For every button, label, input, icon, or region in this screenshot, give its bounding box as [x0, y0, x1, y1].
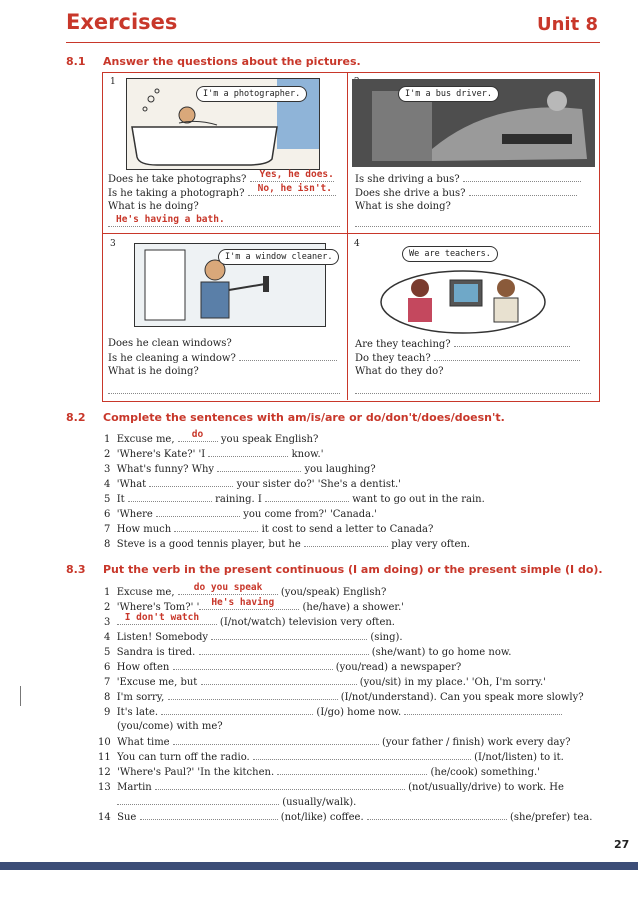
s83-item-5 — [104, 645, 511, 660]
p2-a1-blank[interactable] — [463, 172, 581, 182]
s83-item-6 — [104, 660, 461, 675]
answer-blank[interactable] — [128, 492, 212, 502]
item-number: 8 — [104, 539, 111, 550]
p1-q1-text: Does he take photographs? — [108, 174, 247, 185]
s83-item-13 — [98, 780, 564, 795]
item-text: 'Where's Paul?' 'In the kitchen. — [117, 767, 275, 778]
answer-blank[interactable] — [217, 462, 301, 472]
p4-question-2 — [355, 351, 580, 366]
s82-item-8 — [104, 537, 470, 552]
item-number: 4 — [104, 479, 111, 490]
item-number: 14 — [98, 812, 111, 823]
s83-a3: I don't watch — [124, 612, 200, 623]
item-text: It — [116, 494, 125, 505]
answer-blank[interactable] — [156, 507, 240, 517]
answer-blank[interactable] — [304, 537, 388, 547]
s83-item-13-cont — [117, 795, 356, 810]
item-text: you laughing? — [304, 464, 376, 475]
answer-blank[interactable] — [155, 780, 405, 790]
p3-a3-line[interactable] — [108, 393, 340, 394]
s82-a1: do — [191, 429, 204, 440]
s82-item-1 — [104, 429, 319, 447]
item-number: 7 — [104, 524, 111, 535]
s83-item-10 — [98, 735, 571, 750]
item-number: 5 — [104, 647, 111, 658]
item-number: 5 — [104, 494, 111, 505]
speech-bubble-1: I'm a photographer. — [196, 86, 307, 102]
item-number: 1 — [104, 434, 111, 445]
section-title-8-3: Put the verb in the present continuous (I am doing) or the present simple (I do). — [103, 563, 603, 576]
item-text: you speak English? — [220, 434, 319, 445]
s83-item-4 — [104, 630, 403, 645]
s83-item-9 — [104, 705, 562, 720]
p4-a1-blank[interactable] — [454, 337, 570, 347]
answer-blank[interactable] — [199, 645, 369, 655]
p1-q2-text: Is he taking a photograph? — [108, 188, 245, 199]
item-number: 6 — [104, 509, 111, 520]
item-number: 3 — [104, 617, 111, 628]
answer-blank[interactable] — [117, 612, 217, 625]
s82-item-5 — [104, 492, 485, 507]
p2-question-3: What is she doing? — [355, 201, 451, 212]
s83-item-8 — [104, 690, 584, 705]
s83-item-9-cont: (you/come) with me? — [117, 721, 223, 732]
answer-blank[interactable] — [173, 660, 333, 670]
item-number: 11 — [98, 752, 111, 763]
item-number: 4 — [104, 632, 111, 643]
answer-blank[interactable] — [201, 675, 357, 685]
item-text: know.' — [291, 449, 324, 460]
item-text: I'm sorry, — [116, 692, 165, 703]
item-text: 'Where — [116, 509, 153, 520]
item-number: 6 — [104, 662, 111, 673]
answer-blank[interactable] — [173, 735, 379, 745]
p2-q2-text: Does she drive a bus? — [355, 188, 466, 199]
item-number: 8 — [104, 692, 111, 703]
p1-a3-line[interactable] — [108, 213, 340, 227]
p1-question-3: What is he doing? — [108, 201, 199, 212]
s82-item-2 — [104, 447, 323, 462]
p2-a3-line[interactable] — [355, 226, 591, 227]
p1-a2-blank[interactable] — [248, 183, 336, 196]
s83-item-12 — [98, 765, 540, 780]
item-text: (she/prefer) tea. — [510, 812, 593, 823]
item-text: You can turn off the radio. — [117, 752, 250, 763]
item-text: What time — [117, 737, 170, 748]
speech-bubble-4: We are teachers. — [402, 246, 498, 262]
item-text: (your father / finish) work every day? — [381, 737, 571, 748]
item-number: 10 — [98, 737, 111, 748]
section-number-8-1: 8.1 — [66, 55, 86, 68]
p4-question-3: What do they do? — [355, 366, 444, 377]
item-text: (I/not/listen) to it. — [474, 752, 564, 763]
p4-q1-text: Are they teaching? — [355, 339, 451, 350]
unit-label: Unit 8 — [537, 14, 598, 35]
item-text: Sue — [117, 812, 137, 823]
item-text: you come from?' 'Canada.' — [243, 509, 378, 520]
item-text: (he/cook) something.' — [430, 767, 540, 778]
answer-blank[interactable] — [367, 810, 507, 820]
section-title-8-1: Answer the questions about the pictures. — [103, 55, 361, 68]
s83-item-3 — [104, 612, 395, 630]
section-number-8-3: 8.3 — [66, 563, 86, 576]
p3-a2-blank[interactable] — [239, 351, 337, 361]
item-text: (she/want) to go home now. — [371, 647, 512, 658]
item-number: 1 — [104, 587, 111, 598]
item-text: Steve is a good tennis player, but he — [116, 539, 301, 550]
panel-number-4: 4 — [354, 239, 360, 249]
answer-blank[interactable] — [199, 597, 299, 610]
item-text: (he/have) a shower.' — [302, 602, 404, 613]
s83-item-7 — [104, 675, 546, 690]
speech-bubble-2: I'm a bus driver. — [398, 86, 499, 102]
grid-vertical-divider — [347, 72, 348, 400]
item-number: 2 — [104, 449, 111, 460]
s82-item-7 — [104, 522, 433, 537]
answer-blank[interactable] — [140, 810, 278, 820]
p4-question-1 — [355, 337, 570, 352]
p4-a2-blank[interactable] — [434, 351, 580, 361]
item-text: Martin — [117, 782, 152, 793]
item-text: 'What — [116, 479, 147, 490]
s83-item-11 — [98, 750, 564, 765]
p1-a1-blank[interactable] — [250, 169, 334, 182]
p3-question-3: What is he doing? — [108, 366, 199, 377]
p2-question-1 — [355, 172, 581, 187]
p1-a2: No, he isn't. — [257, 183, 332, 194]
s82-item-6 — [104, 507, 377, 522]
answer-blank[interactable] — [211, 630, 367, 640]
item-text: How much — [116, 524, 172, 535]
item-text: your sister do?' 'She's a dentist.' — [236, 479, 401, 490]
answer-blank[interactable] — [178, 582, 278, 595]
answer-blank[interactable] — [208, 447, 288, 457]
speech-bubble-3: I'm a window cleaner. — [218, 249, 339, 265]
panel-number-3: 3 — [110, 239, 116, 249]
item-text: (I/go) home now. — [316, 707, 402, 718]
item-text: play very often. — [391, 539, 471, 550]
item-number: 2 — [104, 602, 111, 613]
p4-q2-text: Do they teach? — [355, 353, 431, 364]
page-title: Exercises — [66, 10, 178, 34]
item-text: Excuse me, — [116, 587, 175, 598]
item-text: (you/read) a newspaper? — [335, 662, 462, 673]
margin-mark — [20, 686, 21, 706]
s82-item-3 — [104, 462, 376, 477]
section-title-8-2: Complete the sentences with am/is/are or do/don't/does/doesn't. — [103, 411, 505, 424]
p3-q2-text: Is he cleaning a window? — [108, 353, 236, 364]
p4-a3-line[interactable] — [355, 393, 591, 394]
p2-question-2 — [355, 186, 577, 201]
item-text: (I/not/watch) television very often. — [219, 617, 395, 628]
item-text: it cost to send a letter to Canada? — [261, 524, 434, 535]
item-number: 7 — [104, 677, 111, 688]
answer-blank[interactable] — [174, 522, 258, 532]
panel-number-1: 1 — [110, 77, 116, 87]
answer-blank[interactable] — [178, 429, 218, 442]
answer-blank[interactable] — [149, 477, 233, 487]
item-number: 12 — [98, 767, 111, 778]
answer-blank[interactable] — [277, 765, 427, 775]
answer-blank[interactable] — [161, 705, 313, 715]
p1-question-2 — [108, 183, 336, 201]
item-text: (you/speak) English? — [280, 587, 387, 598]
item-text: 'Where's Tom?' ' — [116, 602, 200, 613]
p2-q1-text: Is she driving a bus? — [355, 174, 460, 185]
s83-a1: do you speak — [193, 582, 263, 593]
item-text: What's funny? Why — [116, 464, 215, 475]
answer-blank[interactable] — [265, 492, 349, 502]
p2-a2-blank[interactable] — [469, 186, 577, 196]
item-text: (sing). — [370, 632, 403, 643]
answer-blank[interactable] — [404, 705, 562, 715]
item-text: (not/usually/drive) to work. He — [408, 782, 564, 793]
s82-item-4 — [104, 477, 401, 492]
panel-4-illustration — [378, 262, 548, 334]
item-text: (not/like) coffee. — [280, 812, 364, 823]
page-number: 27 — [614, 838, 630, 851]
item-text: Excuse me, — [116, 434, 175, 445]
s83-item-14 — [98, 810, 592, 825]
item-text: (usually/walk). — [282, 797, 357, 808]
item-text: Sandra is tired. — [116, 647, 196, 658]
item-text: 'Where's Kate?' 'I — [116, 449, 206, 460]
item-number: 13 — [98, 782, 111, 793]
s83-a2: He's having — [211, 597, 275, 608]
grid-horizontal-divider — [102, 233, 599, 234]
answer-blank[interactable] — [253, 750, 471, 760]
item-text: raining. I — [215, 494, 262, 505]
item-number: 9 — [104, 707, 111, 718]
item-text: Listen! Somebody — [116, 632, 209, 643]
header-rule — [66, 42, 600, 43]
p3-question-1: Does he clean windows? — [108, 338, 232, 349]
section-number-8-2: 8.2 — [66, 411, 86, 424]
item-text: How often — [116, 662, 170, 673]
p3-question-2 — [108, 351, 337, 366]
item-number: 3 — [104, 464, 111, 475]
answer-blank[interactable] — [168, 690, 338, 700]
item-text: It's late. — [116, 707, 159, 718]
p1-a3: He's having a bath. — [116, 214, 225, 225]
item-text: 'Excuse me, but — [116, 677, 198, 688]
item-text: want to go out in the rain. — [352, 494, 485, 505]
answer-blank[interactable] — [117, 795, 279, 805]
item-text: (you/sit) in my place.' 'Oh, I'm sorry.' — [359, 677, 546, 688]
footer-bar — [0, 862, 638, 870]
teachers-illustration — [378, 262, 548, 334]
item-text: (I/not/understand). Can you speak more slowly? — [340, 692, 584, 703]
p1-a1: Yes, he does. — [259, 169, 334, 180]
